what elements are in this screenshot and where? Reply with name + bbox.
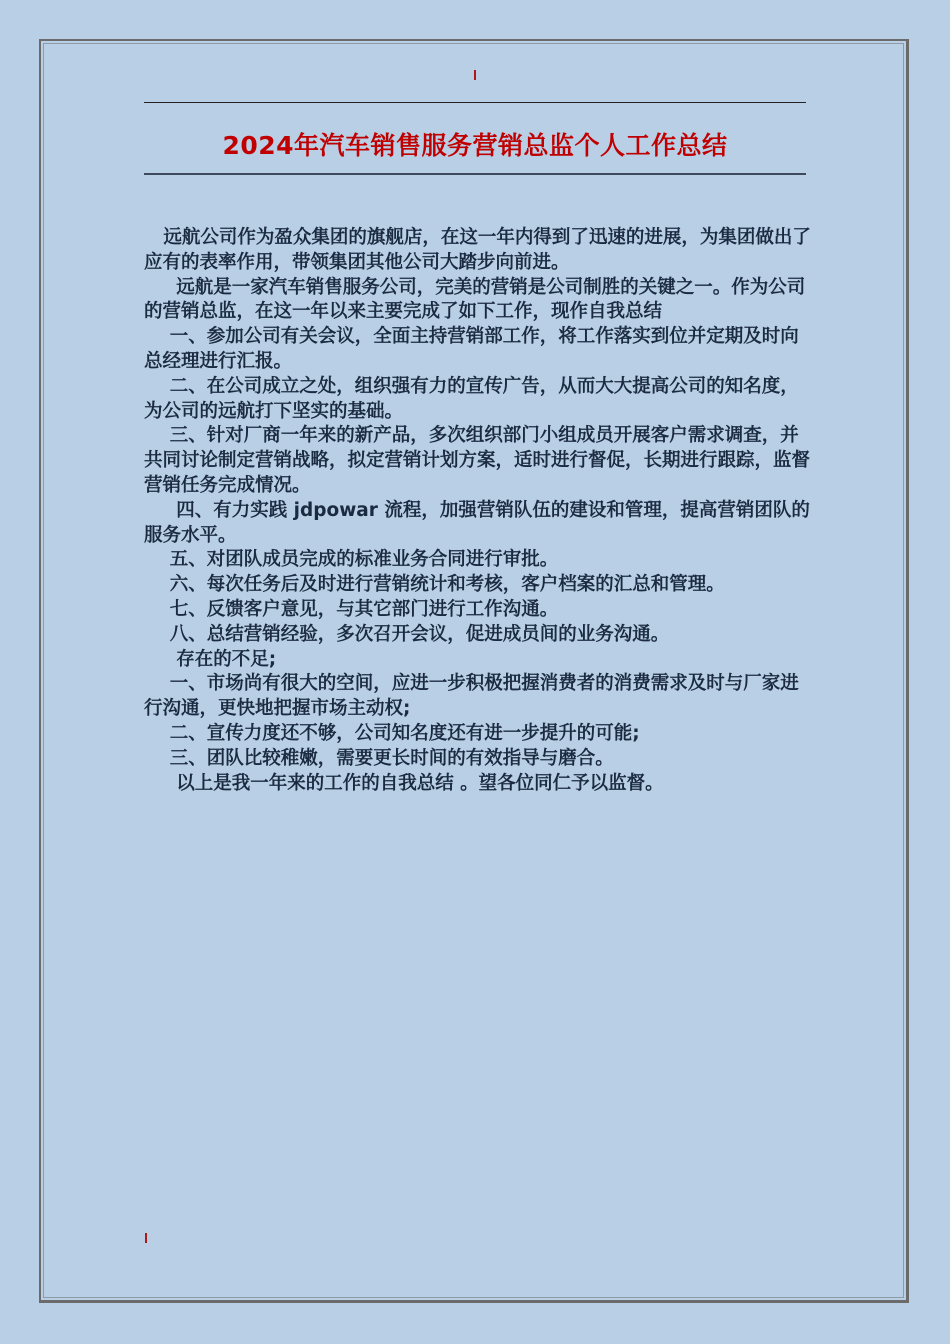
paragraph-shortcomings-heading: 存在的不足; (144, 648, 277, 670)
paragraph-item-1: 一、参加公司有关会议，全面主持营销部工作，将工作落实到位并定期及时向总经理进行汇报。 (144, 326, 799, 372)
paragraph-shortcoming-1: 一、市场尚有很大的空间，应进一步积极把握消费者的消费需求及时与厂家进行沟通，更快地把握市场主动权; (144, 673, 799, 720)
document-body (144, 226, 812, 796)
paragraph-item-7: 七、反馈客户意见，与其它部门进行工作沟通。 (144, 598, 559, 620)
paragraph-company: 远航是一家汽车销售服务公司，完美的营销是公司制胜的关键之一。作为公司的营销总监，在这一年以来主要完成了如下工作，现作自我总结 (144, 276, 806, 323)
document-title: 2024年汽车销售服务营销总监个人工作总结 (222, 131, 728, 160)
paragraph-intro: 远航公司作为盈众集团的旗舰店，在这一年内得到了迅速的进展，为集团做出了应有的表率作用，带领集团其他公司大踏步向前进。 (144, 227, 811, 273)
paragraph-item-4: 四、有力实践 jdpowar 流程，加强营销队伍的建设和管理，提高营销团队的服务水平。 (144, 499, 810, 546)
paragraph-shortcoming-3: 三、团队比较稚嫩，需要更长时间的有效指导与磨合。 (144, 747, 614, 769)
paragraph-item-3: 三、针对厂商一年来的新产品，多次组织部门小组成员开展客户需求调查，并共同讨论制定营销战略，拟定营销计划方案，适时进行督促，长期进行跟踪，监督营销任务完成情况。 (144, 425, 811, 496)
paragraph-item-6: 六、每次任务后及时进行营销统计和考核，客户档案的汇总和管理。 (144, 574, 725, 596)
top-cursor-mark (474, 70, 476, 80)
paragraph-item-5: 五、对团队成员完成的标准业务合同进行审批。 (144, 549, 559, 571)
paragraph-conclusion: 以上是我一年来的工作的自我总结 。望各位同仁予以监督。 (144, 772, 664, 794)
title-underline (144, 173, 806, 175)
paragraph-item-2: 二、在公司成立之处，组织强有力的宣传广告，从而大大提高公司的知名度，为公司的远航打下坚实的基础。 (144, 375, 799, 422)
paragraph-item-8: 八、总结营销经验，多次召开会议，促进成员间的业务沟通。 (144, 623, 670, 645)
bottom-cursor-mark (145, 1233, 147, 1243)
paragraph-shortcoming-2: 二、宣传力度还不够，公司知名度还有进一步提升的可能; (144, 722, 640, 744)
header-rule (144, 102, 806, 103)
